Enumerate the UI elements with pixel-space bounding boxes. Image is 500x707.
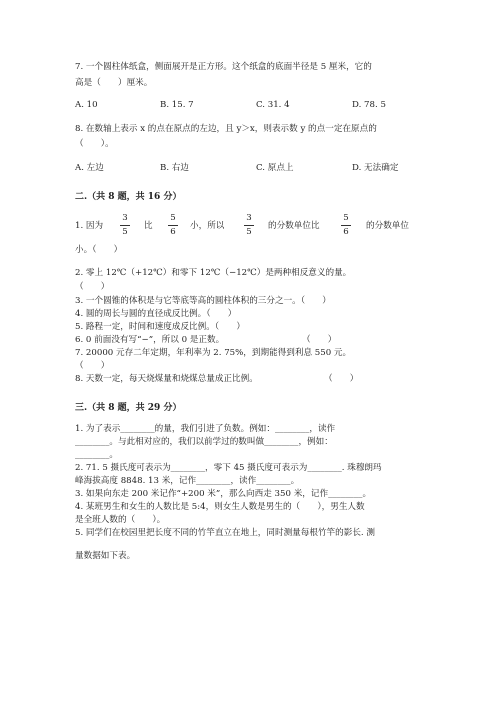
s2-q7-line1: 7. 20000 元存二年定期，年利率为 2. 75%，到期能得到利息 550 元。	[75, 348, 352, 358]
s3-q4-line2: 是全班人数的（ ）。	[75, 515, 166, 525]
q8-option-a: A. 左边	[75, 163, 104, 173]
fraction-bar	[341, 225, 351, 226]
s3-q5-line2: 量数据如下表。	[75, 551, 136, 561]
q8-text-line1: 8. 在数轴上表示 x 的点在原点的左边，且 y＞x，则表示数 y 的点一定在原点的	[75, 124, 377, 134]
q7-option-b: B. 15. 7	[160, 100, 194, 110]
q8-option-c: C. 原点上	[256, 163, 294, 173]
fraction-numerator: 3	[246, 213, 252, 223]
s2-q1-prefix: 1. 因为	[75, 221, 104, 231]
s2-q1-mid: 的分数单位比	[268, 221, 320, 231]
q8-text-line2: （ ）。	[75, 139, 114, 149]
s2-q6-paren: （ ）	[302, 335, 337, 345]
fraction-denominator: 6	[170, 227, 176, 237]
fraction-bar	[120, 225, 130, 226]
s3-q1-line2: ________。与此相对应的，我们以前学过的数叫做________，例如：	[75, 437, 333, 447]
q7-option-a: A. 10	[75, 100, 98, 110]
s2-q1-fraction-4	[339, 213, 353, 238]
s2-q1-xiao-suoyi: 小，所以	[190, 221, 225, 231]
s2-q8-text: 8. 天数一定，每天烧煤量和烧煤总量成正比例。	[75, 374, 258, 384]
q7-text-line1: 7. 一个圆柱体纸盒，侧面展开是正方形。这个纸盒的底面半径是 5 厘米，它的	[75, 62, 372, 72]
s2-q5: 5. 路程一定，时间和速度成反比例。（ ）	[75, 322, 245, 332]
s2-q6-text: 6. 0 前面没有写“−”，所以 0 是正数。	[75, 335, 225, 345]
fraction-bar	[244, 225, 254, 226]
s2-q4: 4. 圆的周长与圆的直径成反比例。（ ）	[75, 309, 237, 319]
q7-option-c: C. 31. 4	[256, 100, 290, 110]
s2-q3: 3. 一个圆锥的体积是与它等底等高的圆柱体积的三分之一。（ ）	[75, 296, 331, 306]
s2-q2-line1: 2. 零上 12℃（+12℃）和零下 12℃（−12℃）是两种相反意义的量。	[75, 268, 352, 278]
s3-q1-line3: ________。	[75, 450, 118, 460]
fraction-numerator: 5	[170, 213, 176, 223]
fraction-bar	[168, 225, 178, 226]
q8-option-b: B. 右边	[160, 163, 189, 173]
fraction-denominator: 5	[122, 227, 128, 237]
section2-title: 二.（共 8 题，共 16 分）	[75, 192, 182, 202]
s2-q2-line2: （ ）	[75, 282, 110, 292]
s2-q8-paren: （ ）	[324, 374, 359, 384]
fraction-numerator: 5	[343, 213, 349, 223]
s2-q1-fraction-1	[118, 213, 132, 238]
s3-q2-line1: 2. 71. 5 摄氏度可表示为________，零下 45 摄氏度可表示为________. 珠穆朗玛	[75, 463, 382, 473]
fraction-denominator: 6	[343, 227, 349, 237]
s3-q4-line1: 4. 某班男生和女生的人数比是 5:4，则女生人数是男生的（ ），男生人数	[75, 502, 365, 512]
s2-q1-line2: 小。（ ）	[75, 245, 123, 255]
s3-q2-line2: 峰海拔高度 8848. 13 米，记作________，读作________。	[75, 476, 300, 486]
s2-q1-fraction-2	[166, 213, 180, 238]
s3-q3: 3. 如果向东走 200 米记作“+200 米”，那么向西走 350 米，记作________。	[75, 489, 372, 499]
fraction-denominator: 5	[246, 227, 252, 237]
q7-option-d: D. 78. 5	[352, 100, 386, 110]
s2-q1-suffix: 的分数单位	[366, 221, 409, 231]
s2-q7-line2: （ ）	[75, 361, 110, 371]
q8-option-d: D. 无法确定	[352, 163, 399, 173]
s2-q1-bi: 比	[144, 221, 153, 231]
q7-text-line2: 高是（ ）厘米。	[75, 78, 153, 88]
s3-q1-line1: 1. 为了表示________的量，我们引进了负数。例如：________，读作	[75, 424, 336, 434]
fraction-numerator: 3	[122, 213, 128, 223]
section3-title: 三.（共 8 题，共 29 分）	[75, 403, 182, 413]
s2-q1-fraction-3	[242, 213, 256, 238]
s3-q5-line1: 5. 同学们在校园里把长度不同的竹竿直立在地上，同时测量每根竹竿的影长. 测	[75, 528, 375, 538]
